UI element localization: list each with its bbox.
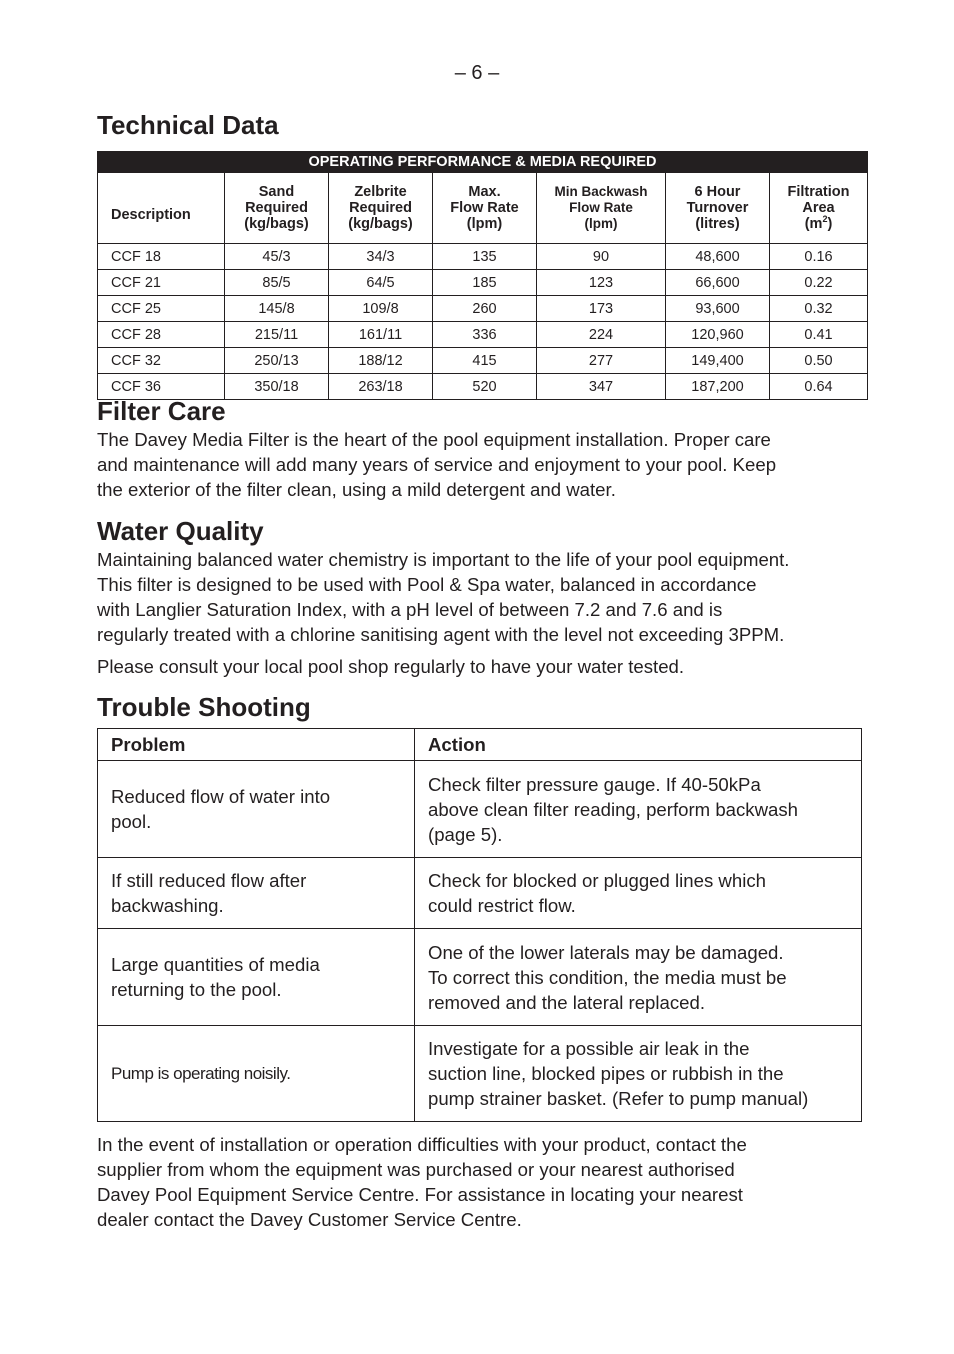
table-row (98, 244, 868, 270)
value-cell: 415 (433, 348, 537, 374)
value-cell: 350/18 (225, 374, 329, 400)
model-cell: CCF 18 (98, 244, 225, 270)
closing-text: In the event of installation or operation difficulties with your product, contact the supplier from whom the equipment was purchased or your nearest authorised Davey Pool Equipment Service Centre. For assistance in locating your nearest dealer contact the Davey Customer Service Centre. (97, 1134, 747, 1230)
filter-care-text: The Davey Media Filter is the heart of the pool equipment installation. Proper care and maintenance will add many years of service and enjoyment to your pool. Keep the exterior of the filter clean, using a mild detergent and water. (97, 429, 777, 500)
trouble-row (98, 858, 862, 929)
col-min-backwash: Min Backwash Flow Rate (lpm) (537, 173, 666, 244)
col-max-flow: Max. Flow Rate (lpm) (433, 173, 537, 244)
value-cell: 149,400 (666, 348, 770, 374)
table-banner: OPERATING PERFORMANCE & MEDIA REQUIRED (98, 152, 868, 173)
trouble-shooting-heading: Trouble Shooting (97, 692, 311, 722)
col-action: Action (415, 729, 862, 761)
value-cell: 263/18 (329, 374, 433, 400)
col-turnover: 6 Hour Turnover (litres) (666, 173, 770, 244)
trouble-shooting-table (97, 728, 862, 1122)
value-cell: 109/8 (329, 296, 433, 322)
table-row (98, 322, 868, 348)
action-cell: One of the lower laterals may be damaged. To correct this condition, the media must be removed and the lateral replaced. (415, 929, 862, 1026)
value-cell: 93,600 (666, 296, 770, 322)
technical-data-body (98, 244, 868, 400)
model-cell: CCF 32 (98, 348, 225, 374)
action-cell: Check filter pressure gauge. If 40-50kPa above clean filter reading, perform backwash (page 5). (415, 761, 862, 858)
value-cell: 120,960 (666, 322, 770, 348)
value-cell: 48,600 (666, 244, 770, 270)
value-cell: 520 (433, 374, 537, 400)
value-cell: 347 (537, 374, 666, 400)
value-cell: 145/8 (225, 296, 329, 322)
col-problem: Problem (98, 729, 415, 761)
model-cell: CCF 25 (98, 296, 225, 322)
problem-cell: Pump is operating noisily. (98, 1026, 415, 1122)
table-row (98, 270, 868, 296)
value-cell: 0.64 (770, 374, 868, 400)
col-filtration-area: Filtration Area $(m^2)$ (770, 173, 868, 244)
table-header-row (98, 173, 868, 244)
value-cell: 188/12 (329, 348, 433, 374)
value-cell: 250/13 (225, 348, 329, 374)
model-cell: CCF 36 (98, 374, 225, 400)
value-cell: 85/5 (225, 270, 329, 296)
value-cell: 260 (433, 296, 537, 322)
value-cell: 336 (433, 322, 537, 348)
value-cell: 0.22 (770, 270, 868, 296)
model-cell: CCF 28 (98, 322, 225, 348)
problem-cell: Large quantities of media returning to the pool. (98, 929, 415, 1026)
col-sand: Sand Required (kg/bags) (225, 173, 329, 244)
water-quality-heading: Water Quality (97, 516, 264, 546)
value-cell: 45/3 (225, 244, 329, 270)
trouble-header-row (98, 729, 862, 761)
value-cell: 224 (537, 322, 666, 348)
technical-data-table (97, 151, 868, 400)
value-cell: 161/11 (329, 322, 433, 348)
trouble-row (98, 1026, 862, 1122)
value-cell: 66,600 (666, 270, 770, 296)
table-row (98, 348, 868, 374)
value-cell: 123 (537, 270, 666, 296)
value-cell: 135 (433, 244, 537, 270)
value-cell: 173 (537, 296, 666, 322)
problem-cell: Reduced flow of water into pool. (98, 761, 415, 858)
action-cell: Check for blocked or plugged lines which could restrict flow. (415, 858, 862, 929)
technical-data-heading: Technical Data (97, 110, 279, 140)
value-cell: 0.16 (770, 244, 868, 270)
col-description: Description (98, 173, 225, 244)
value-cell: 0.50 (770, 348, 868, 374)
value-cell: 0.41 (770, 322, 868, 348)
water-quality-text: Maintaining balanced water chemistry is important to the life of your pool equipment. This filter is designed to be used with Pool & Spa water, balanced in accordance with Langlier Saturation Index, with a pH level of between 7.2 and 7.6 and is regularly treated with a chlorine sanitising agent with the level not exceeding 3PPM. (97, 549, 790, 645)
value-cell: 187,200 (666, 374, 770, 400)
value-cell: 90 (537, 244, 666, 270)
col-zelbrite: Zelbrite Required (kg/bags) (329, 173, 433, 244)
value-cell: 277 (537, 348, 666, 374)
value-cell: 185 (433, 270, 537, 296)
table-row (98, 296, 868, 322)
trouble-row (98, 761, 862, 858)
problem-cell: If still reduced flow after backwashing. (98, 858, 415, 929)
table-banner-row (98, 152, 868, 173)
trouble-row (98, 929, 862, 1026)
value-cell: 215/11 (225, 322, 329, 348)
model-cell: CCF 21 (98, 270, 225, 296)
value-cell: 0.32 (770, 296, 868, 322)
filter-care-heading: Filter Care (97, 396, 226, 426)
water-quality-note: Please consult your local pool shop regularly to have your water tested. (97, 656, 685, 677)
action-cell: Investigate for a possible air leak in the suction line, blocked pipes or rubbish in the pump strainer basket. (Refer to pump manual) (415, 1026, 862, 1122)
page-number: – 6 – (454, 62, 500, 84)
value-cell: 64/5 (329, 270, 433, 296)
value-cell: 34/3 (329, 244, 433, 270)
